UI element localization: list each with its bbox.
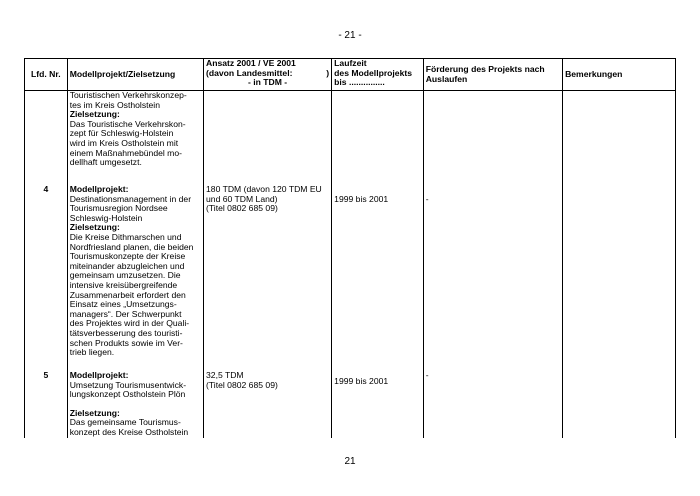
table-row-continuation (25, 91, 676, 182)
ziel-text: Die Kreise Dithmarschen und Nordfriesland planen, die beiden Tourismuskonzepte der Kreise miteinander abzugleichen und gemeinsam umzusetzen. Die intensive kreisübergreifende Zusammenarbeit erfordert den Einsatz eines „Umsetzungs- managers“. Der Schwerpunkt des Projektes wird in der Quali- tätsverbesserung des touristi- schen Produkts sowie im Ver- trieb liegen. (69, 231, 194, 358)
page-number-bottom: 21 (344, 456, 356, 467)
ziel-label: Zielsetzung: (69, 222, 120, 233)
ziel-label: Zielsetzung: (69, 407, 120, 418)
continuation-ziel-label: Zielsetzung: (69, 109, 120, 120)
modellprojekte-table (24, 58, 676, 438)
header-ansatz-line1: Ansatz 2001 / VE 2001 (206, 58, 296, 68)
continuation-ziel-text: Das Touristische Verkehrskon- zept für Schleswig-Holstein wird im Kreis Ostholstein mit einem Maßnahmebündel mo- dellhaft umgesetzt. (69, 118, 186, 168)
table-row (25, 367, 676, 438)
cell-laufzeit (332, 91, 424, 182)
ziel-text: Das gemeinsame Tourismus- konzept des Kreise Ostholstein (69, 417, 189, 437)
table-header-row (25, 59, 676, 91)
projekt-label: Modellprojekt: (69, 184, 129, 194)
cell-ansatz: 180 TDM (davon 120 TDM EU und 60 TDM Land) (Titel 0802 685 09) (204, 181, 332, 367)
header-laufzeit-line2: des Modellprojekts (334, 67, 413, 78)
cell-modellprojekt (67, 367, 203, 438)
cell-foerderung: - (423, 367, 562, 438)
header-laufzeit-line1: Laufzeit (334, 58, 367, 68)
cell-laufzeit: 1999 bis 2001 (332, 181, 424, 367)
projekt-text: Umsetzung Tourismusentwick- lungskonzept Ostholstein Plön (69, 379, 187, 400)
cell-foerderung: - (423, 181, 562, 367)
cell-ansatz: 32,5 TDM (Titel 0802 685 09) (204, 367, 332, 438)
header-laufzeit-line3: bis ............... (334, 77, 385, 88)
continuation-text: Touristischen Verkehrskonzep- tes im Kreis Ostholstein (69, 90, 187, 110)
cell-modellprojekt (67, 91, 203, 182)
cell-foerderung (423, 91, 562, 182)
table-row (25, 181, 676, 367)
row-number: 4 (25, 181, 68, 367)
header-ansatz (204, 59, 332, 91)
header-ansatz-line2a: (davon Landesmittel: (206, 67, 293, 78)
projekt-label: Modellprojekt: (69, 370, 129, 380)
cell-laufzeit: 1999 bis 2001 (332, 367, 424, 438)
cell-bemerkungen (563, 181, 676, 367)
header-modellprojekt: Modellprojekt/Zielsetzung (67, 59, 203, 91)
cell-bemerkungen (563, 91, 676, 182)
page-number-top: - 21 - (338, 30, 362, 41)
cell-ansatz (204, 91, 332, 182)
header-bemerkungen: Bemerkungen (563, 59, 676, 91)
header-ansatz-line2b: ) (326, 67, 330, 78)
header-lfd-nr: Lfd. Nr. (25, 59, 68, 91)
header-foerderung: Förderung des Projekts nach Auslaufen (423, 59, 562, 91)
cell-lfd-nr (25, 91, 68, 182)
header-ansatz-line3: - in TDM - (248, 77, 288, 88)
row-number: 5 (25, 367, 68, 438)
projekt-text: Destinationsmanagement in der Tourismusregion Nordsee Schleswig-Holstein (69, 193, 192, 223)
cell-bemerkungen (563, 367, 676, 438)
header-laufzeit (332, 59, 424, 91)
cell-modellprojekt (67, 181, 203, 367)
